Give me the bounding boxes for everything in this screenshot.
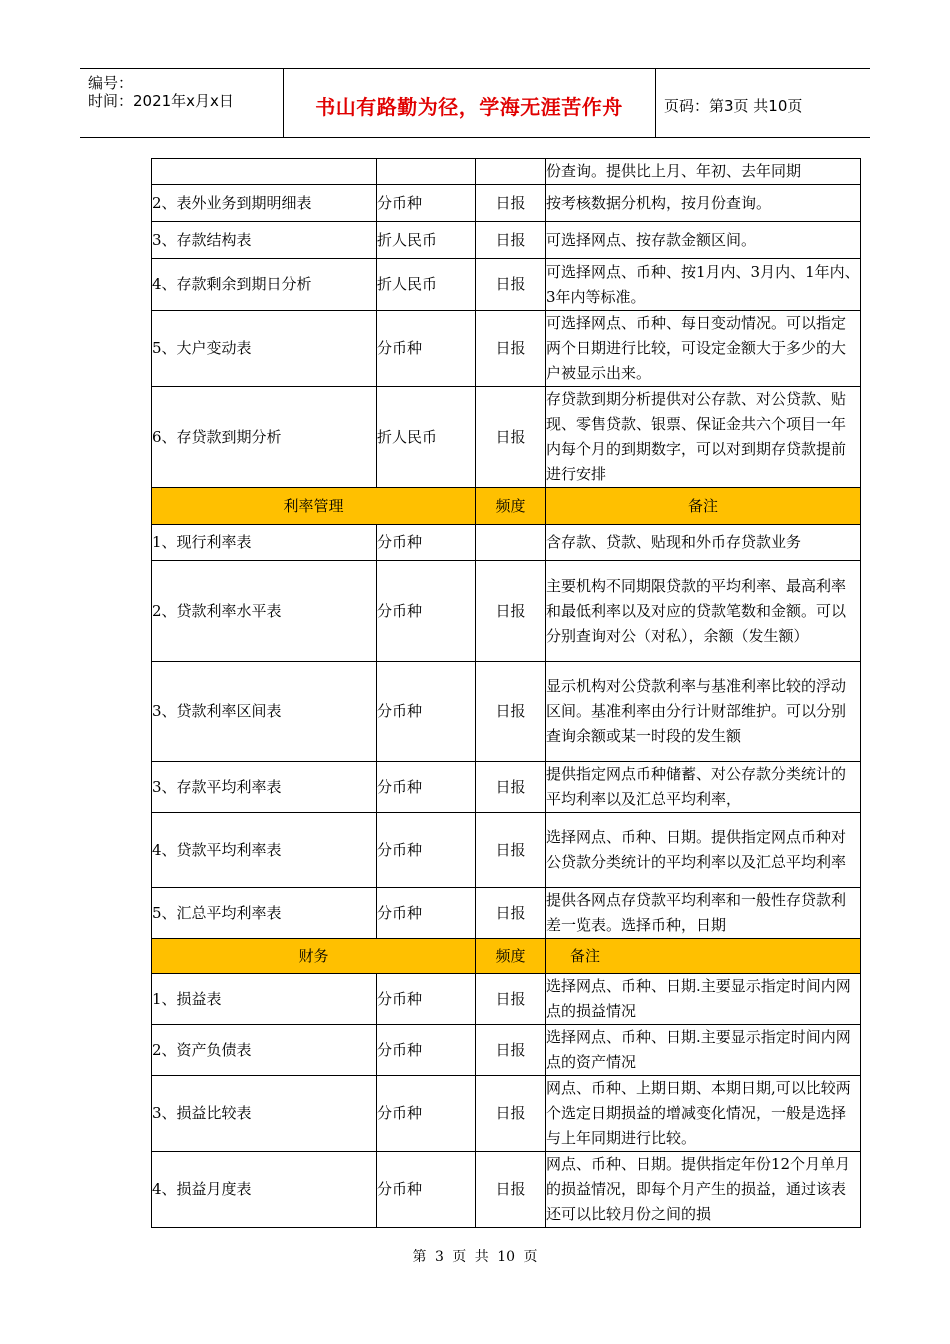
frequency: 日报 (476, 311, 546, 387)
table-row (152, 762, 861, 813)
currency: 折人民币 (377, 222, 476, 259)
motto: 书山有路勤为径，学海无涯苦作舟 (315, 94, 623, 119)
currency: 分币种 (377, 888, 476, 939)
note: 主要机构不同期限贷款的平均利率、最高利率和最低利率以及对应的贷款笔数和金额。可以分别查询对公（对私），余额（发生额） (546, 561, 861, 662)
currency: 分币种 (377, 561, 476, 662)
currency: 分币种 (377, 762, 476, 813)
note: 显示机构对公贷款利率与基准利率比较的浮动区间。基准利率由分行计财部维护。可以分别查询余额或某一时段的发生额 (546, 662, 861, 762)
section-title: 利率管理 (152, 488, 476, 525)
currency: 分币种 (377, 1152, 476, 1228)
report-name: 4、损益月度表 (152, 1152, 377, 1228)
header-page-cell (656, 69, 870, 137)
frequency: 日报 (476, 1076, 546, 1152)
table-row (152, 1152, 861, 1228)
currency: 折人民币 (377, 259, 476, 311)
frequency: 日报 (476, 1152, 546, 1228)
frequency: 日报 (476, 762, 546, 813)
frequency: 日报 (476, 561, 546, 662)
document-header (80, 68, 870, 138)
note: 份查询。提供比上月、年初、去年同期 (546, 159, 861, 185)
report-name: 3、损益比较表 (152, 1076, 377, 1152)
table-row (152, 1076, 861, 1152)
note: 按考核数据分机构，按月份查询。 (546, 185, 861, 222)
note: 含存款、贷款、贴现和外币存贷款业务 (546, 525, 861, 561)
report-name: 1、损益表 (152, 974, 377, 1025)
frequency: 日报 (476, 387, 546, 488)
report-name: 1、现行利率表 (152, 525, 377, 561)
time-label: 时间：2021年x月x日 (88, 92, 234, 110)
table-row (152, 259, 861, 311)
report-name: 3、存款平均利率表 (152, 762, 377, 813)
currency: 分币种 (377, 1076, 476, 1152)
table-row (152, 888, 861, 939)
table-row (152, 222, 861, 259)
report-name: 2、表外业务到期明细表 (152, 185, 377, 222)
table-row (152, 974, 861, 1025)
note: 可选择网点、币种、按1月内、3月内、1年内、3年内等标准。 (546, 259, 861, 311)
report-name: 5、大户变动表 (152, 311, 377, 387)
frequency: 日报 (476, 185, 546, 222)
header-meta-cell (80, 69, 284, 137)
table-row (152, 525, 861, 561)
section-header-rate (152, 488, 861, 525)
currency: 分币种 (377, 311, 476, 387)
note: 网点、币种、日期。提供指定年份12个月单月的损益情况，即每个月产生的损益，通过该表还可以比较月份之间的损 (546, 1152, 861, 1228)
frequency-header: 频度 (476, 939, 546, 974)
note: 存贷款到期分析提供对公存款、对公贷款、贴现、零售贷款、银票、保证金共六个项目一年内每个月的到期数字，可以对到期存贷款提前进行安排 (546, 387, 861, 488)
report-name: 2、资产负债表 (152, 1025, 377, 1076)
currency: 分币种 (377, 662, 476, 762)
number-label: 编号： (88, 74, 134, 92)
table-row (152, 387, 861, 488)
frequency: 日报 (476, 222, 546, 259)
frequency: 日报 (476, 813, 546, 888)
note: 选择网点、币种、日期。提供指定网点币种对公贷款分类统计的平均利率以及汇总平均利率 (546, 813, 861, 888)
note: 选择网点、币种、日期.主要显示指定时间内网点的资产情况 (546, 1025, 861, 1076)
report-name: 5、汇总平均利率表 (152, 888, 377, 939)
report-name: 2、贷款利率水平表 (152, 561, 377, 662)
table-row (152, 1025, 861, 1076)
currency: 折人民币 (377, 387, 476, 488)
currency: 分币种 (377, 813, 476, 888)
frequency: 日报 (476, 1025, 546, 1076)
note: 提供指定网点币种储蓄、对公存款分类统计的平均利率以及汇总平均利率， (546, 762, 861, 813)
report-name: 6、存贷款到期分析 (152, 387, 377, 488)
currency (377, 159, 476, 185)
frequency-header: 频度 (476, 488, 546, 525)
frequency: 日报 (476, 888, 546, 939)
note: 选择网点、币种、日期.主要显示指定时间内网点的损益情况 (546, 974, 861, 1025)
note-header: 备注 (546, 488, 861, 525)
table-row (152, 311, 861, 387)
report-name: 3、贷款利率区间表 (152, 662, 377, 762)
report-name: 4、贷款平均利率表 (152, 813, 377, 888)
currency: 分币种 (377, 525, 476, 561)
currency: 分币种 (377, 1025, 476, 1076)
page-code: 页码：第3页 共10页 (664, 96, 803, 115)
table-row (152, 561, 861, 662)
frequency: 日报 (476, 259, 546, 311)
table-row (152, 813, 861, 888)
note: 提供各网点存贷款平均利率和一般性存贷款利差一览表。选择币种，日期 (546, 888, 861, 939)
table-row (152, 185, 861, 222)
report-table (151, 158, 861, 1228)
page-footer: 第 3 页 共 10 页 (412, 1249, 538, 1265)
report-name: 3、存款结构表 (152, 222, 377, 259)
currency: 分币种 (377, 974, 476, 1025)
report-name: 4、存款剩余到期日分析 (152, 259, 377, 311)
frequency: 日报 (476, 662, 546, 762)
table-row (152, 159, 861, 185)
table-row (152, 662, 861, 762)
note-header: 备注 (546, 939, 861, 974)
report-name (152, 159, 377, 185)
section-header-finance (152, 939, 861, 974)
frequency: 日报 (476, 974, 546, 1025)
note: 可选择网点、币种、每日变动情况。可以指定两个日期进行比较，可设定金额大于多少的大户被显示出来。 (546, 311, 861, 387)
header-motto-cell (283, 69, 656, 137)
note: 网点、币种、上期日期、本期日期,可以比较两个选定日期损益的增减变化情况，一般是选择与上年同期进行比较。 (546, 1076, 861, 1152)
frequency (476, 159, 546, 185)
currency: 分币种 (377, 185, 476, 222)
note: 可选择网点、按存款金额区间。 (546, 222, 861, 259)
section-title: 财务 (152, 939, 476, 974)
frequency (476, 525, 546, 561)
